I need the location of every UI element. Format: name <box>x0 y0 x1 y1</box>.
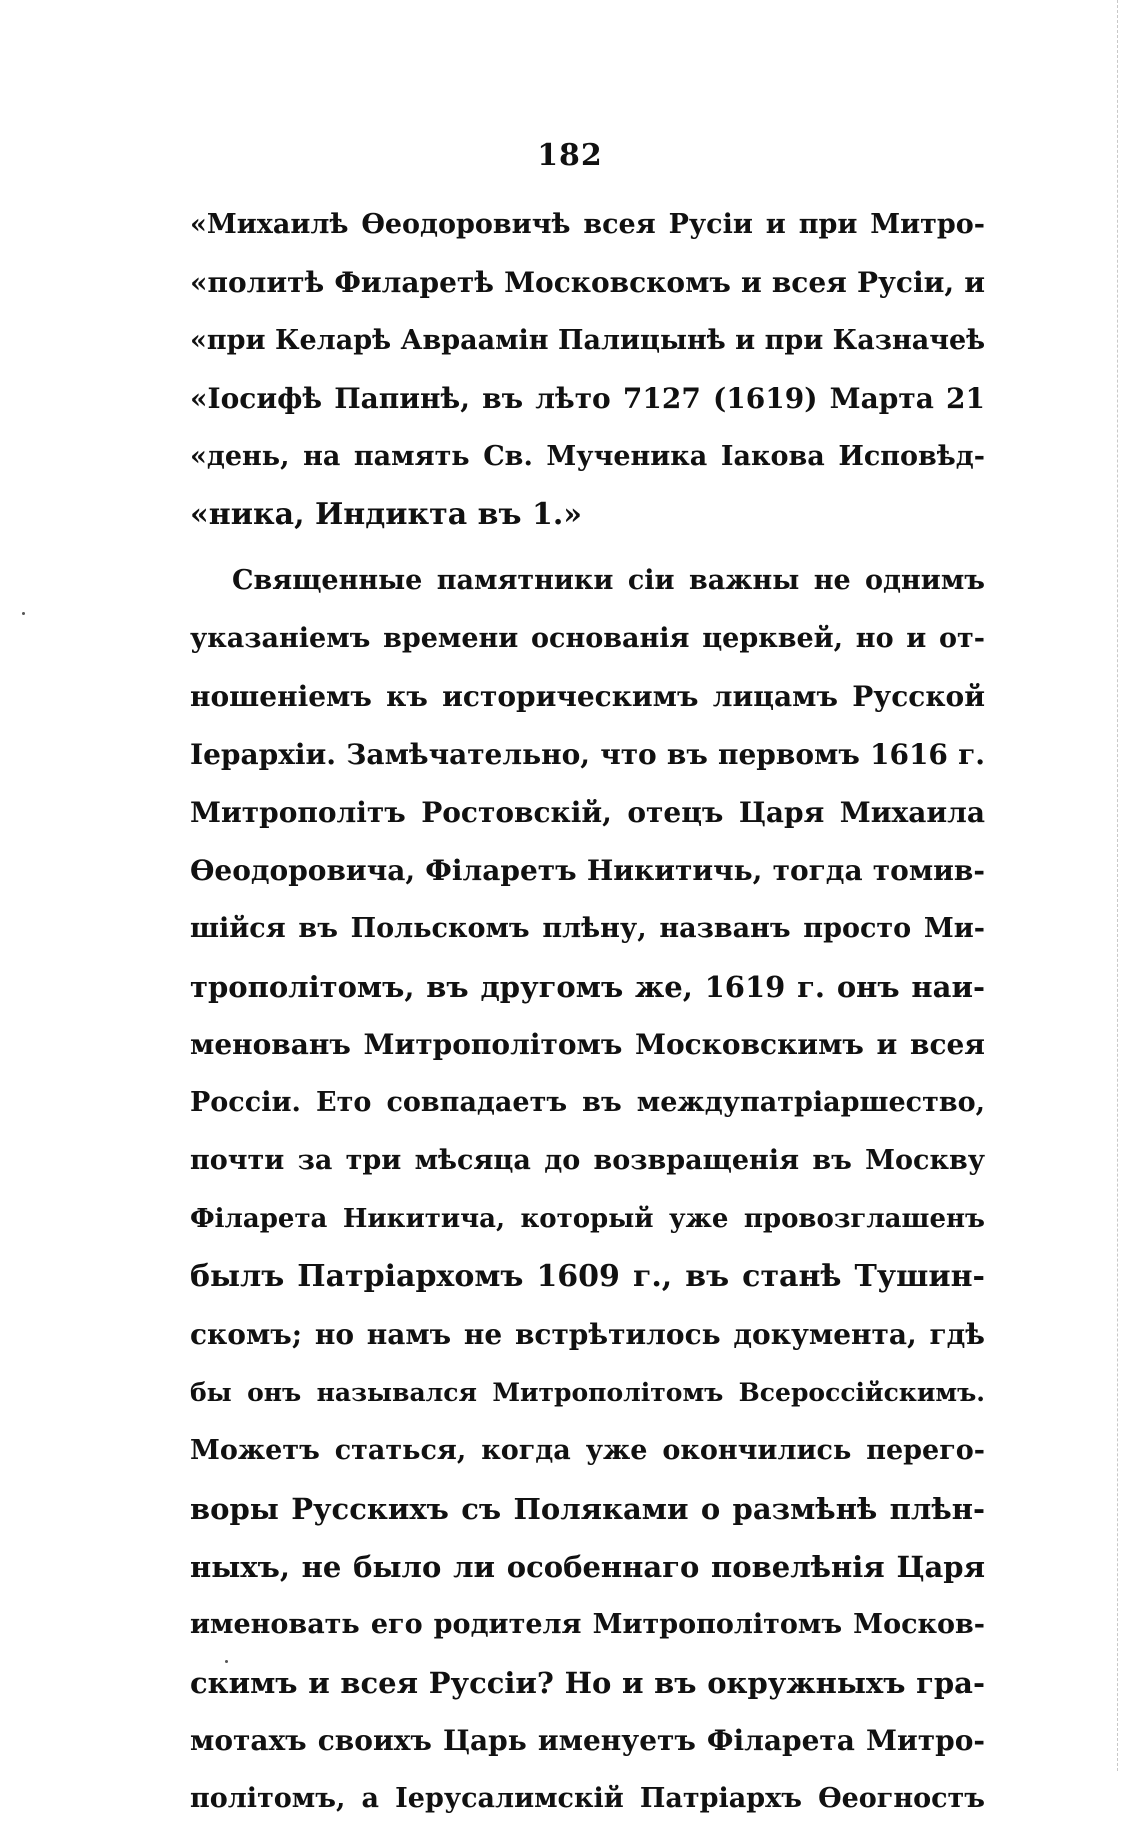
print-speck <box>225 1660 228 1663</box>
text-line: менованъ Митрополітомъ Московскимъ и всея <box>190 1028 985 1061</box>
text-line: «день, на память Св. Мученика Іакова Исповѣд- <box>190 441 985 472</box>
text-line: «ника, Индикта въ 1.» <box>190 497 583 532</box>
text-line: «при Келарѣ Авраамін Палицынѣ и при Казначеѣ <box>190 325 985 356</box>
text-line: скимъ и всея Руссіи? Но и въ окружныхъ гра- <box>190 1666 985 1700</box>
text-line: шійся въ Польскомъ плѣну, названъ просто Ми- <box>190 913 985 944</box>
paragraph-first-line: Священные памятники сіи важны не однимъ <box>232 565 985 596</box>
text-line: былъ Патріархомъ 1609 г., въ станѣ Тушин- <box>190 1259 985 1294</box>
body-text <box>190 196 985 1828</box>
text-line: скомъ; но намъ не встрѣтилось документа, гдѣ <box>190 1318 985 1351</box>
text-line: Можетъ статься, когда уже окончились перего- <box>190 1435 985 1466</box>
text-line: Філарета Никитича, который уже провозглашенъ <box>190 1204 985 1234</box>
text-line: именовать его родителя Митрополітомъ Москов- <box>190 1609 985 1640</box>
text-line: Митрополітъ Ростовскій, отецъ Царя Михаила <box>190 796 985 829</box>
page-edge-line <box>1117 0 1118 1771</box>
text-line: воры Русскихъ съ Поляками о размѣнѣ плѣн- <box>190 1492 985 1526</box>
text-line: мотахъ своихъ Царь именуетъ Філарета Митро- <box>190 1724 985 1757</box>
page-number: 182 <box>537 138 603 173</box>
text-line: ныхъ, не было ли особеннаго повелѣнія Царя <box>190 1550 985 1584</box>
text-line: Россіи. Ето совпадаетъ въ междупатріаршество, <box>190 1087 985 1118</box>
print-speck <box>22 612 25 615</box>
text-line: «Іосифѣ Папинѣ, въ лѣто 7127 (1619) Марта 21 <box>190 382 985 415</box>
text-line: указаніемъ времени основанія церквей, но и от- <box>190 623 985 654</box>
text-line: бы онъ назывался Митрополітомъ Всероссійскимъ. <box>190 1378 985 1407</box>
text-line: «политѣ Филаретѣ Московскомъ и всея Русіи, и <box>190 266 985 299</box>
text-line: ношеніемъ къ историческимъ лицамъ Русской <box>190 680 985 713</box>
text-line: Ѳеодоровича, Філаретъ Никитичь, тогда томив- <box>190 854 985 887</box>
text-line: трополітомъ, въ другомъ же, 1619 г. онъ наи- <box>190 970 985 1004</box>
text-line: почти за три мѣсяца до возвращенія въ Москву <box>190 1145 985 1176</box>
text-line: «Михаилѣ Ѳеодоровичѣ всея Русіи и при Митро- <box>190 209 985 240</box>
text-line: політомъ, а Іерусалимскій Патріархъ Ѳеогностъ <box>190 1783 985 1814</box>
text-line: Іерархіи. Замѣчательно, что въ первомъ 1616 г. <box>190 738 985 771</box>
